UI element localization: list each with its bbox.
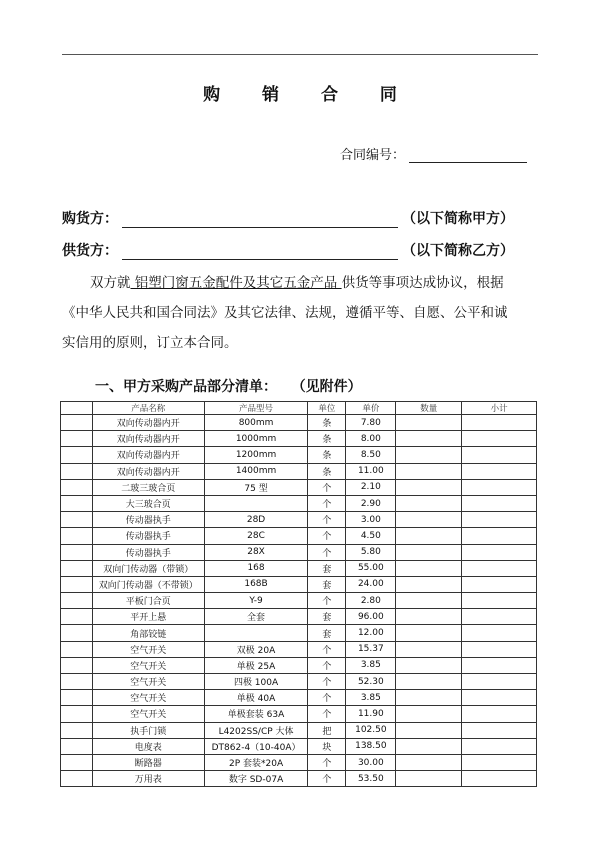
header-product-name: 产品名称 [92,402,204,415]
index-cell [61,754,93,770]
header-index [61,402,93,415]
unit-cell: 个 [308,690,346,706]
subtotal-cell[interactable] [462,690,537,706]
price-cell: 7.80 [346,415,396,431]
quantity-cell[interactable] [396,657,462,673]
product-name-cell: 平开上悬 [92,609,204,625]
product-name-cell: 万用表 [92,771,204,787]
price-cell: 2.80 [346,593,396,609]
section-heading: 一、甲方采购产品部分清单： （见附件） [95,379,362,395]
unit-cell: 条 [308,463,346,479]
contract-number-blank[interactable] [409,148,527,163]
product-name-cell: 空气开关 [92,706,204,722]
table-row [61,479,537,495]
price-cell: 8.00 [346,431,396,447]
price-cell: 138.50 [346,738,396,754]
index-cell [61,544,93,560]
subtotal-cell[interactable] [462,706,537,722]
seller-line [62,240,514,260]
index-cell [61,447,93,463]
quantity-cell[interactable] [396,463,462,479]
top-rule [62,54,538,55]
product-name-cell: 双向传动器内开 [92,431,204,447]
unit-cell: 个 [308,528,346,544]
product-name-cell: 平板门合页 [92,593,204,609]
subtotal-cell[interactable] [462,593,537,609]
subtotal-cell[interactable] [462,674,537,690]
price-cell: 11.90 [346,706,396,722]
product-name-cell: 双向传动器内开 [92,447,204,463]
subtotal-cell[interactable] [462,463,537,479]
price-cell: 3.85 [346,690,396,706]
table-row [61,512,537,528]
index-cell [61,431,93,447]
unit-cell: 个 [308,544,346,560]
subtotal-cell[interactable] [462,447,537,463]
product-name-cell: 大三玻合页 [92,495,204,511]
index-cell [61,576,93,592]
table-row [61,447,537,463]
price-cell: 24.00 [346,576,396,592]
price-cell: 102.50 [346,722,396,738]
unit-cell: 套 [308,625,346,641]
model-cell: 28X [204,544,308,560]
model-cell [204,625,308,641]
index-cell [61,495,93,511]
price-cell: 5.80 [346,544,396,560]
paragraph-line-1 [62,268,542,298]
table-row [61,593,537,609]
subtotal-cell[interactable] [462,609,537,625]
model-cell: Y-9 [204,593,308,609]
subtotal-cell[interactable] [462,738,537,754]
model-cell: 800mm [204,415,308,431]
header-quantity: 数量 [396,402,462,415]
price-cell: 3.85 [346,657,396,673]
model-cell: 单极 40A [204,690,308,706]
subtotal-cell[interactable] [462,512,537,528]
quantity-cell[interactable] [396,512,462,528]
table-row [61,641,537,657]
unit-cell: 个 [308,593,346,609]
table-row [61,738,537,754]
quantity-cell[interactable] [396,754,462,770]
product-name-cell: 传动器执手 [92,512,204,528]
unit-cell: 个 [308,754,346,770]
table-row [61,560,537,576]
subtotal-cell[interactable] [462,771,537,787]
model-cell: 单极 25A [204,657,308,673]
table-row [61,690,537,706]
table-row [61,657,537,673]
index-cell [61,528,93,544]
index-cell [61,463,93,479]
index-cell [61,609,93,625]
unit-cell: 个 [308,771,346,787]
unit-cell: 条 [308,447,346,463]
subtotal-cell[interactable] [462,495,537,511]
index-cell [61,706,93,722]
quantity-cell[interactable] [396,495,462,511]
product-name-cell: 双向门传动器（带锁） [92,560,204,576]
product-name-cell: 空气开关 [92,674,204,690]
index-cell [61,415,93,431]
product-table [60,401,537,787]
contract-number-label: 合同编号： [340,148,406,163]
quantity-cell[interactable] [396,593,462,609]
product-name-cell: 双向传动器内开 [92,463,204,479]
index-cell [61,674,93,690]
table-row [61,495,537,511]
quantity-cell[interactable] [396,447,462,463]
model-cell: 四极 100A [204,674,308,690]
price-cell: 8.50 [346,447,396,463]
subtotal-cell[interactable] [462,641,537,657]
model-cell: 168B [204,576,308,592]
price-cell: 2.10 [346,479,396,495]
table-row [61,544,537,560]
model-cell [204,495,308,511]
subtotal-cell[interactable] [462,479,537,495]
buyer-line [62,208,514,228]
quantity-cell[interactable] [396,625,462,641]
index-cell [61,593,93,609]
subtotal-cell[interactable] [462,722,537,738]
page-title: 购 销 合 同 [203,85,415,105]
paragraph-prefix: 双方就 [90,275,131,291]
subtotal-cell[interactable] [462,415,537,431]
buyer-blank[interactable] [122,212,398,228]
table-header-row [61,402,537,415]
product-name-cell: 双向门传动器（不带锁） [92,576,204,592]
product-scope: 铝塑门窗五金配件及其它五金产品 [130,275,342,291]
unit-cell: 个 [308,706,346,722]
model-cell: 数字 SD-07A [204,771,308,787]
quantity-cell[interactable] [396,690,462,706]
table-row [61,463,537,479]
quantity-cell[interactable] [396,722,462,738]
subtotal-cell[interactable] [462,544,537,560]
price-cell: 53.50 [346,771,396,787]
unit-cell: 个 [308,479,346,495]
paragraph-line-3: 实信用的原则，订立本合同。 [62,335,238,351]
price-cell: 96.00 [346,609,396,625]
seller-blank[interactable] [122,244,398,260]
product-name-cell: 传动器执手 [92,528,204,544]
table-row [61,576,537,592]
price-cell: 12.00 [346,625,396,641]
model-cell: 2P 套装*20A [204,754,308,770]
quantity-cell[interactable] [396,431,462,447]
model-cell: 双极 20A [204,641,308,657]
product-name-cell: 空气开关 [92,690,204,706]
subtotal-cell[interactable] [462,754,537,770]
paragraph-suffix: 供货等事项达成协议，根据 [341,275,504,291]
price-cell: 52.30 [346,674,396,690]
model-cell: 1200mm [204,447,308,463]
unit-cell: 个 [308,641,346,657]
quantity-cell[interactable] [396,738,462,754]
price-cell: 3.00 [346,512,396,528]
table-row [61,625,537,641]
product-name-cell: 断路器 [92,754,204,770]
price-cell: 11.00 [346,463,396,479]
model-cell: L4202SS/CP 大体 [204,722,308,738]
table-row [61,674,537,690]
price-cell: 55.00 [346,560,396,576]
product-name-cell: 空气开关 [92,641,204,657]
product-name-cell: 角部铰链 [92,625,204,641]
header-unit: 单位 [308,402,346,415]
model-cell: 1400mm [204,463,308,479]
header-model: 产品型号 [204,402,308,415]
header-price: 单价 [346,402,396,415]
unit-cell: 套 [308,576,346,592]
index-cell [61,722,93,738]
paragraph-line-2: 《中华人民共和国合同法》及其它法律、法规，遵循平等、自愿、公平和诚 [62,305,508,321]
index-cell [61,479,93,495]
table-row [61,706,537,722]
index-cell [61,512,93,528]
quantity-cell[interactable] [396,674,462,690]
seller-note: （以下简称乙方） [402,243,514,259]
table-row [61,431,537,447]
table-row [61,415,537,431]
quantity-cell[interactable] [396,415,462,431]
subtotal-cell[interactable] [462,528,537,544]
model-cell: 全套 [204,609,308,625]
model-cell: 28C [204,528,308,544]
product-name-cell: 电度表 [92,738,204,754]
subtotal-cell[interactable] [462,625,537,641]
price-cell: 2.90 [346,495,396,511]
unit-cell: 把 [308,722,346,738]
buyer-label: 购货方： [62,211,118,227]
price-cell: 15.37 [346,641,396,657]
subtotal-cell[interactable] [462,657,537,673]
quantity-cell[interactable] [396,528,462,544]
agreement-paragraph [62,268,542,358]
quantity-cell[interactable] [396,576,462,592]
index-cell [61,690,93,706]
model-cell: 28D [204,512,308,528]
product-name-cell: 二玻三玻合页 [92,479,204,495]
unit-cell: 个 [308,674,346,690]
unit-cell: 套 [308,560,346,576]
table-row [61,722,537,738]
product-name-cell: 传动器执手 [92,544,204,560]
subtotal-cell[interactable] [462,560,537,576]
table-row [61,528,537,544]
unit-cell: 套 [308,609,346,625]
model-cell: 75 型 [204,479,308,495]
unit-cell: 块 [308,738,346,754]
quantity-cell[interactable] [396,560,462,576]
subtotal-cell[interactable] [462,576,537,592]
product-name-cell: 执手门锁 [92,722,204,738]
model-cell: DT862-4（10-40A） [204,738,308,754]
price-cell: 30.00 [346,754,396,770]
seller-label: 供货方： [62,243,118,259]
header-subtotal: 小计 [462,402,537,415]
price-cell: 4.50 [346,528,396,544]
model-cell: 单极套装 63A [204,706,308,722]
unit-cell: 个 [308,657,346,673]
index-cell [61,657,93,673]
quantity-cell[interactable] [396,609,462,625]
quantity-cell[interactable] [396,641,462,657]
quantity-cell[interactable] [396,771,462,787]
index-cell [61,560,93,576]
index-cell [61,771,93,787]
subtotal-cell[interactable] [462,431,537,447]
unit-cell: 个 [308,512,346,528]
buyer-note: （以下简称甲方） [402,211,514,227]
table-row [61,609,537,625]
quantity-cell[interactable] [396,544,462,560]
contract-number [340,144,527,163]
unit-cell: 个 [308,495,346,511]
table-row [61,754,537,770]
index-cell [61,641,93,657]
index-cell [61,738,93,754]
table-row [61,771,537,787]
model-cell: 168 [204,560,308,576]
model-cell: 1000mm [204,431,308,447]
index-cell [61,625,93,641]
product-name-cell: 空气开关 [92,657,204,673]
quantity-cell[interactable] [396,706,462,722]
unit-cell: 条 [308,415,346,431]
product-name-cell: 双向传动器内开 [92,415,204,431]
quantity-cell[interactable] [396,479,462,495]
unit-cell: 条 [308,431,346,447]
